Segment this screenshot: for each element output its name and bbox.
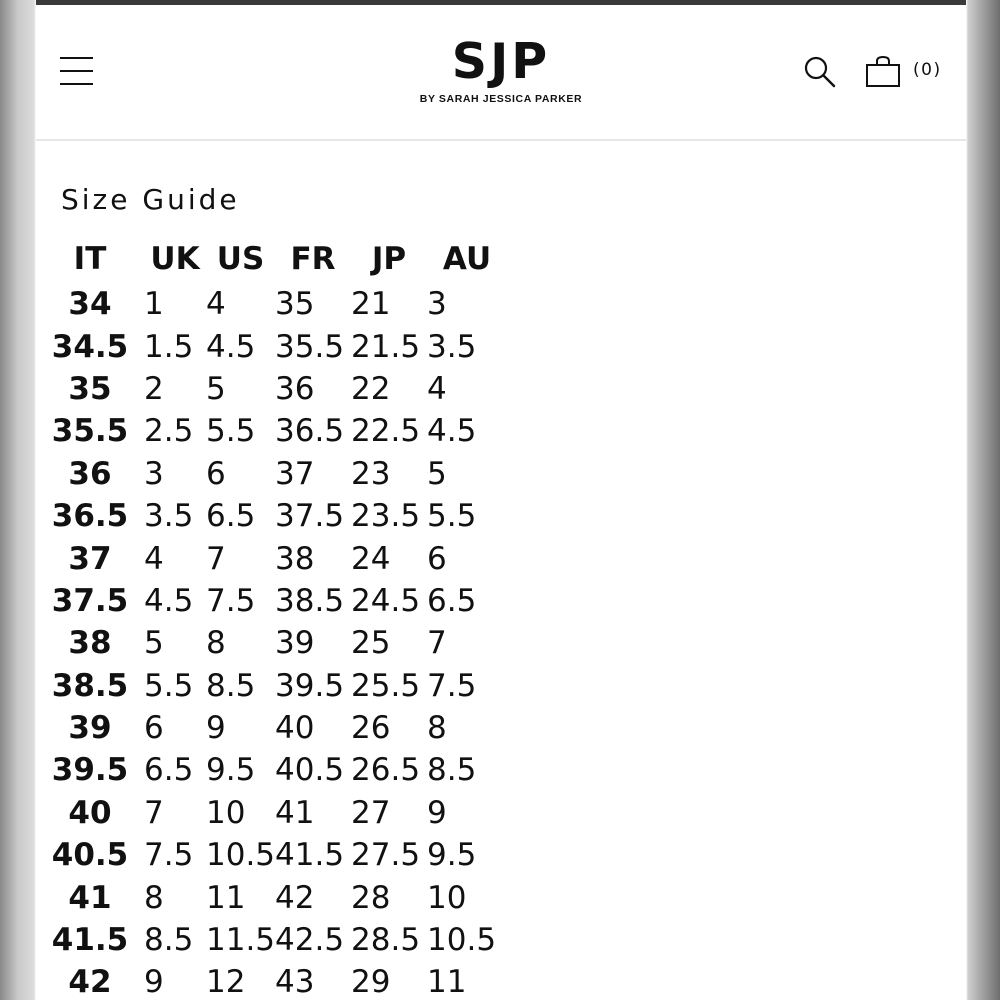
size-us: 12 xyxy=(206,964,246,1000)
column-header-jp: JP xyxy=(371,241,407,277)
size-fr: 40.5 xyxy=(275,752,345,789)
size-uk: 4 xyxy=(144,540,164,577)
size-uk: 7.5 xyxy=(144,837,194,874)
size-it: 39.5 xyxy=(51,752,129,789)
size-uk: 8.5 xyxy=(144,922,194,959)
size-au: 11 xyxy=(427,964,467,1000)
size-it: 34.5 xyxy=(51,328,129,365)
table-row xyxy=(36,749,507,791)
table-row xyxy=(36,665,507,707)
size-it: 41.5 xyxy=(51,922,129,959)
size-jp: 25 xyxy=(351,625,391,662)
size-us: 4.5 xyxy=(206,328,256,365)
size-us: 8 xyxy=(206,625,226,662)
size-au: 3.5 xyxy=(427,328,477,365)
size-uk: 3 xyxy=(144,455,164,492)
size-jp: 21 xyxy=(351,286,391,323)
size-it: 39 xyxy=(68,710,112,747)
table-row xyxy=(36,325,507,367)
page-container xyxy=(36,5,966,1000)
shopping-bag-icon[interactable] xyxy=(865,55,901,89)
bag-count[interactable]: (0) xyxy=(913,60,942,80)
size-us: 6 xyxy=(206,455,226,492)
size-us: 7.5 xyxy=(206,582,256,619)
size-jp: 28 xyxy=(351,879,391,916)
size-us: 9.5 xyxy=(206,752,256,789)
size-fr: 39.5 xyxy=(275,667,345,704)
size-fr: 35.5 xyxy=(275,328,345,365)
size-fr: 37.5 xyxy=(275,498,345,535)
size-uk: 5 xyxy=(144,625,164,662)
size-au: 3 xyxy=(427,286,447,323)
size-jp: 21.5 xyxy=(351,328,421,365)
size-us: 11.5 xyxy=(206,922,276,959)
table-row xyxy=(36,622,507,664)
size-jp: 24 xyxy=(351,540,391,577)
size-uk: 3.5 xyxy=(144,498,194,535)
size-au: 6.5 xyxy=(427,582,477,619)
size-uk: 6.5 xyxy=(144,752,194,789)
size-it: 40.5 xyxy=(51,837,129,874)
size-guide-table xyxy=(36,235,507,1000)
size-au: 4.5 xyxy=(427,413,477,450)
logo-mark: SJP xyxy=(451,33,551,90)
size-it: 40 xyxy=(68,794,112,831)
size-it: 36.5 xyxy=(51,498,129,535)
size-fr: 37 xyxy=(275,455,315,492)
size-fr: 40 xyxy=(275,710,315,747)
table-row xyxy=(36,368,507,410)
size-uk: 1.5 xyxy=(144,328,194,365)
size-au: 10.5 xyxy=(427,922,497,959)
column-header-us: US xyxy=(216,241,265,277)
menu-icon[interactable] xyxy=(60,57,93,85)
size-uk: 5.5 xyxy=(144,667,194,704)
size-us: 4 xyxy=(206,286,226,323)
logo-subtitle: BY SARAH JESSICA PARKER xyxy=(419,93,583,105)
size-us: 5 xyxy=(206,370,226,407)
size-us: 5.5 xyxy=(206,413,256,450)
size-au: 5.5 xyxy=(427,498,477,535)
size-jp: 29 xyxy=(351,964,391,1000)
size-fr: 42.5 xyxy=(275,922,345,959)
size-fr: 42 xyxy=(275,879,315,916)
brand-logo[interactable] xyxy=(401,33,601,105)
size-uk: 6 xyxy=(144,710,164,747)
search-icon[interactable] xyxy=(803,55,837,89)
size-au: 6 xyxy=(427,540,447,577)
size-au: 8.5 xyxy=(427,752,477,789)
size-jp: 23 xyxy=(351,455,391,492)
size-au: 4 xyxy=(427,370,447,407)
size-us: 11 xyxy=(206,879,246,916)
size-au: 9.5 xyxy=(427,837,477,874)
size-us: 10.5 xyxy=(206,837,276,874)
size-it: 35 xyxy=(68,370,112,407)
column-header-it: IT xyxy=(73,241,107,277)
size-au: 9 xyxy=(427,794,447,831)
size-fr: 39 xyxy=(275,625,315,662)
size-fr: 35 xyxy=(275,286,315,323)
table-row xyxy=(36,537,507,579)
table-row xyxy=(36,410,507,452)
size-fr: 41 xyxy=(275,794,315,831)
size-fr: 36.5 xyxy=(275,413,345,450)
size-uk: 2.5 xyxy=(144,413,194,450)
table-row xyxy=(36,876,507,918)
size-jp: 26.5 xyxy=(351,752,421,789)
size-au: 5 xyxy=(427,455,447,492)
size-us: 10 xyxy=(206,794,246,831)
size-table-header-row xyxy=(36,235,507,283)
size-it: 41 xyxy=(68,879,112,916)
size-jp: 22 xyxy=(351,370,391,407)
size-fr: 38 xyxy=(275,540,315,577)
size-it: 37.5 xyxy=(51,582,129,619)
size-it: 38 xyxy=(68,625,112,662)
size-uk: 9 xyxy=(144,964,164,1000)
size-us: 6.5 xyxy=(206,498,256,535)
size-guide-title: Size Guide xyxy=(61,183,240,216)
site-header xyxy=(36,5,966,141)
size-fr: 38.5 xyxy=(275,582,345,619)
size-jp: 23.5 xyxy=(351,498,421,535)
size-us: 9 xyxy=(206,710,226,747)
size-it: 36 xyxy=(68,455,112,492)
size-au: 10 xyxy=(427,879,467,916)
size-uk: 7 xyxy=(144,794,164,831)
size-jp: 22.5 xyxy=(351,413,421,450)
table-row xyxy=(36,495,507,537)
size-fr: 41.5 xyxy=(275,837,345,874)
table-row xyxy=(36,707,507,749)
size-it: 42 xyxy=(68,964,112,1000)
size-au: 8 xyxy=(427,710,447,747)
size-uk: 2 xyxy=(144,370,164,407)
table-row xyxy=(36,453,507,495)
size-us: 8.5 xyxy=(206,667,256,704)
column-header-au: AU xyxy=(442,241,492,277)
size-us: 7 xyxy=(206,540,226,577)
size-uk: 1 xyxy=(144,286,164,323)
size-uk: 8 xyxy=(144,879,164,916)
size-uk: 4.5 xyxy=(144,582,194,619)
table-row xyxy=(36,961,507,1000)
table-row xyxy=(36,834,507,876)
size-jp: 24.5 xyxy=(351,582,421,619)
size-fr: 43 xyxy=(275,964,315,1000)
size-fr: 36 xyxy=(275,370,315,407)
table-row xyxy=(36,792,507,834)
column-header-fr: FR xyxy=(290,241,336,277)
table-row xyxy=(36,580,507,622)
size-au: 7.5 xyxy=(427,667,477,704)
size-it: 38.5 xyxy=(51,667,129,704)
size-jp: 27.5 xyxy=(351,837,421,874)
size-jp: 25.5 xyxy=(351,667,421,704)
size-it: 37 xyxy=(68,540,112,577)
column-header-uk: UK xyxy=(150,241,200,277)
size-jp: 27 xyxy=(351,794,391,831)
size-it: 34 xyxy=(68,286,112,323)
size-it: 35.5 xyxy=(51,413,129,450)
table-row xyxy=(36,283,507,325)
size-jp: 26 xyxy=(351,710,391,747)
size-au: 7 xyxy=(427,625,447,662)
size-jp: 28.5 xyxy=(351,922,421,959)
table-row xyxy=(36,919,507,961)
